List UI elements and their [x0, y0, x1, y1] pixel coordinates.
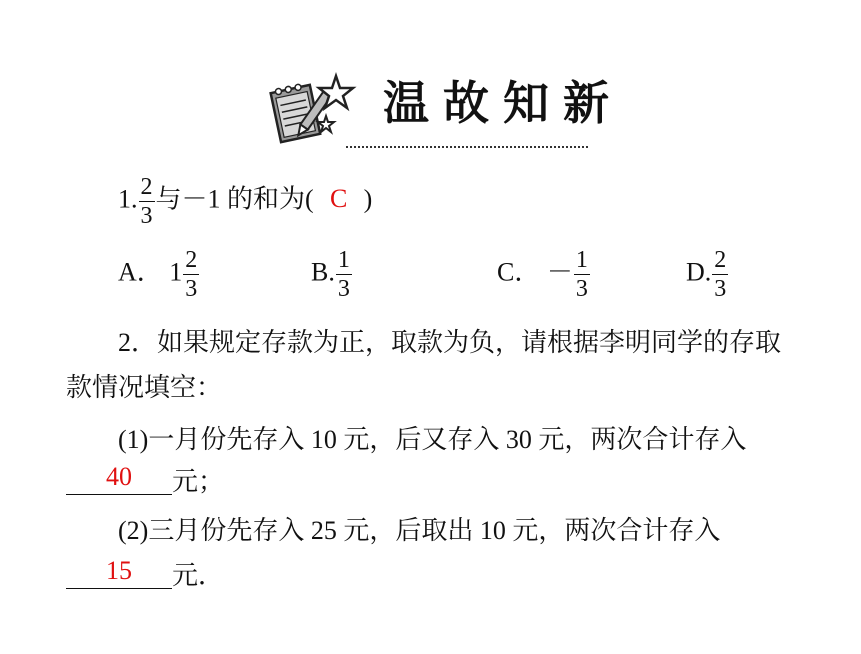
option-c-label: C．	[497, 257, 541, 287]
fraction-numerator: 1	[575, 247, 588, 273]
part-1-suffix: 元；	[172, 467, 225, 496]
answer-blank	[66, 556, 172, 589]
notepad-pencil-star-icon	[268, 72, 360, 152]
title-dotted-underline	[346, 146, 588, 148]
part-1-answer: 40	[106, 462, 132, 491]
option-a-whole: 1	[169, 257, 183, 287]
option-c	[497, 248, 591, 301]
section-title: 温故知新	[383, 76, 623, 130]
question-1-fraction	[139, 175, 155, 228]
question-1-number: 1.	[118, 184, 138, 214]
fraction-numerator: 2	[714, 247, 727, 273]
answer-blank	[66, 462, 172, 495]
fraction-denominator: 3	[140, 203, 153, 229]
question-1-answer: C	[330, 184, 348, 214]
fraction-numerator: 2	[140, 174, 153, 200]
option-b-fraction	[336, 248, 352, 301]
fraction-denominator: 3	[714, 276, 727, 302]
fraction-denominator: 3	[185, 276, 198, 302]
option-c-fraction	[574, 248, 590, 301]
option-a-fraction	[183, 248, 199, 301]
option-d-fraction	[712, 248, 728, 301]
fraction-numerator: 2	[185, 247, 198, 273]
question-1-stem	[118, 175, 372, 228]
option-d	[686, 248, 729, 301]
question-2-part-1-answer-line	[66, 462, 225, 496]
question-2-intro-line-2: 款情况填空：	[66, 373, 223, 402]
option-c-sign: －	[546, 257, 573, 287]
fraction-denominator: 3	[337, 276, 350, 302]
option-b	[311, 248, 353, 301]
question-2-part-1: (1)一月份先存入 10 元，后又存入 30 元，两次合计存入	[118, 425, 747, 454]
question-2-part-2-answer-line	[66, 556, 225, 590]
question-2-intro-line-1: 2．如果规定存款为正，取款为负，请根据李明同学的存取	[118, 328, 782, 357]
option-a-label: A．	[118, 257, 163, 287]
question-1-text: 与－1 的和为(	[155, 184, 314, 214]
option-d-label: D.	[686, 257, 712, 287]
part-2-suffix: 元．	[172, 561, 225, 590]
part-2-answer: 15	[106, 556, 132, 585]
question-2-part-2: (2)三月份先存入 25 元，后取出 10 元，两次合计存入	[118, 516, 721, 545]
fraction-numerator: 1	[337, 247, 350, 273]
option-a	[118, 248, 200, 301]
question-1-close-paren: )	[363, 184, 373, 214]
option-b-label: B.	[311, 257, 335, 287]
fraction-denominator: 3	[575, 276, 588, 302]
